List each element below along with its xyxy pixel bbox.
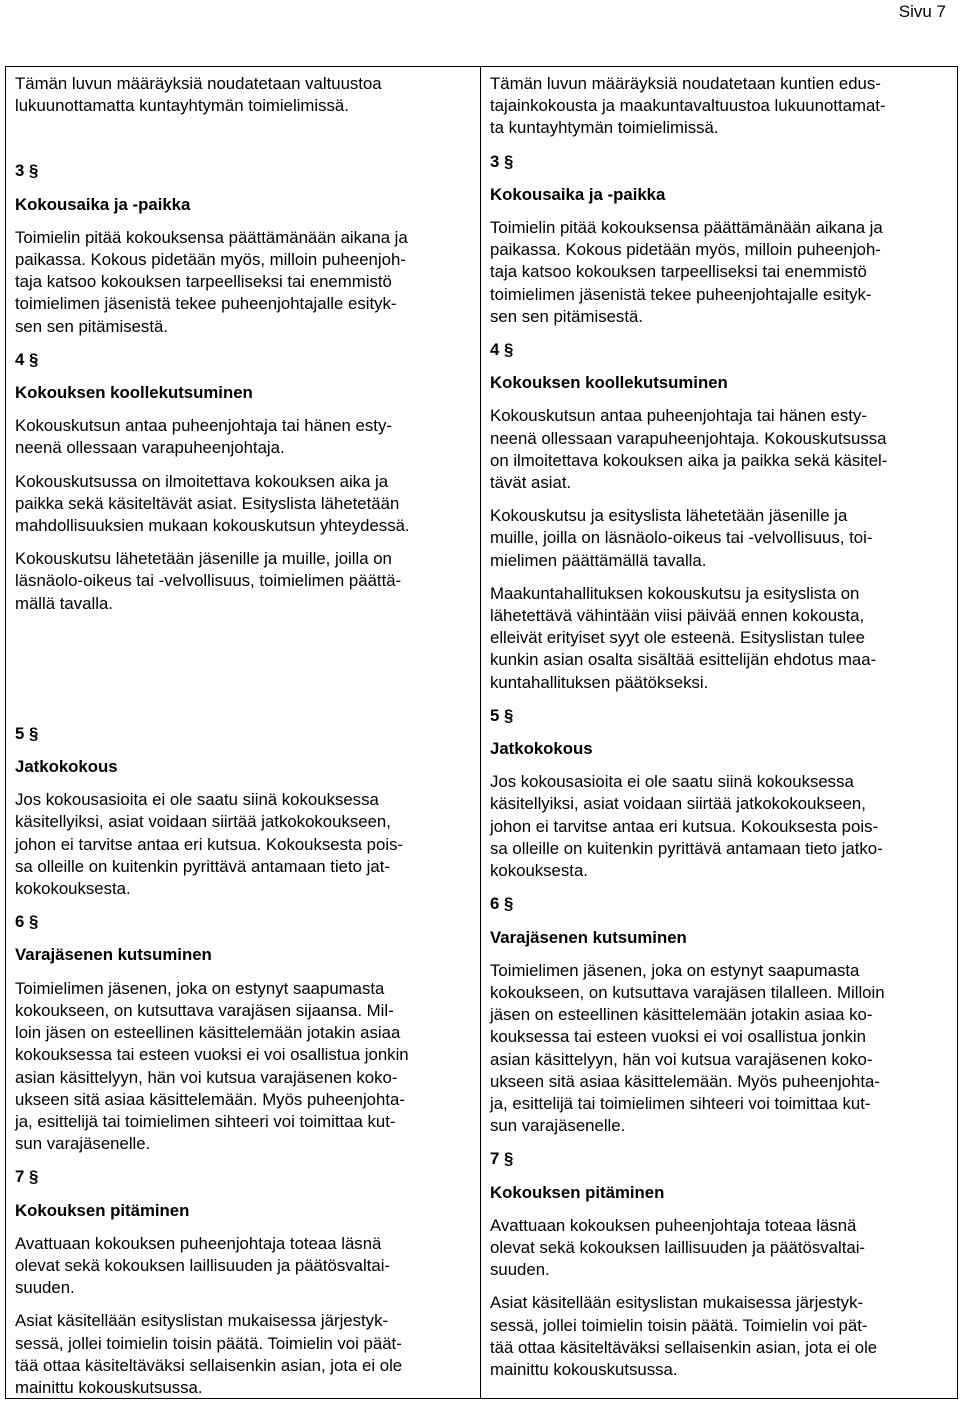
left-section-6 bbox=[15, 911, 480, 1155]
paragraph: Jos kokousasioita ei ole saatu siinä kokouksessa käsitellyiksi, asiat voidaan siirtää jatkokokoukseen, johon ei tarvitse antaa eri kutsua. Kokouksesta pois- sa olleille on kuitenkin pyrittävä antamaan tieto jat- kokokouksesta. bbox=[15, 790, 404, 899]
section-title: Varajäsenen kutsuminen bbox=[15, 945, 212, 965]
paragraph: Asiat käsitellään esityslistan mukaisessa järjestyk- sessä, jollei toimielin toisin päätä. Toimielin voi pät- tää ottaa käsiteltäväksi sellaisenkin asian, jota ei ole mainittu kokouskutsussa. bbox=[490, 1293, 878, 1379]
left-section-5 bbox=[15, 723, 480, 900]
section-number: 5 § bbox=[490, 705, 514, 725]
section-title: Jatkokokous bbox=[490, 739, 593, 759]
section-number: 6 § bbox=[490, 894, 514, 914]
paragraph: Jos kokousasioita ei ole saatu siinä kokouksessa käsitellyiksi, asiat voidaan siirtää jatkokokoukseen, johon ei tarvitse antaa eri kutsua. Kokouksesta pois- sa olleille on kuitenkin pyrittävä antamaan tieto jatko- kokouksesta. bbox=[490, 772, 883, 881]
section-number: 3 § bbox=[15, 161, 39, 181]
paragraph: Kokouskutsun antaa puheenjohtaja tai hänen esty- neenä ollessaan varapuheenjohtaja. Kokouskutsussa on ilmoitettava kokouksen aika ja paikka sekä käsitel- tävät asiat. bbox=[490, 406, 888, 493]
section-number: 4 § bbox=[15, 349, 39, 369]
paragraph: Kokouskutsu lähetetään jäsenille ja muille, joilla on läsnäolo-oikeus tai -velvollisuus, toimielimen päättä- mällä tavalla. bbox=[15, 549, 402, 613]
section-title: Kokousaika ja -paikka bbox=[490, 184, 666, 204]
comparison-table bbox=[5, 66, 958, 1399]
section-number: 3 § bbox=[490, 151, 514, 171]
paragraph: Kokouskutsussa on ilmoitettava kokouksen aika ja paikka sekä käsiteltävät asiat. Esityslista lähetetään mahdollisuuksien mukaan kokouskutsun yhteydessä. bbox=[15, 471, 410, 536]
right-section-5 bbox=[490, 705, 957, 882]
paragraph: Kokouskutsun antaa puheenjohtaja tai hänen esty- neenä ollessaan varapuheenjohtaja. bbox=[15, 416, 392, 458]
section-number: 5 § bbox=[15, 723, 39, 743]
paragraph: Toimielimen jäsenen, joka on estynyt saapumasta kokoukseen, on kutsuttava varajäsen sijaansa. Mil- loin jäsen on esteellinen käsittelemään jotakin asiaa kokouksessa tai esteen vuoksi ei voi osallistua jonkin asian käsittelyyn, hän voi kutsua varajäsenen koko- ukseen sitä asiaa käsittelemään. Myös puheenjohta- ja, esittelijä tai toimielimen sihteeri voi toimittaa kut- sun varajäsenelle. bbox=[15, 978, 409, 1154]
section-title: Kokouksen pitäminen bbox=[490, 1182, 665, 1202]
section-title: Jatkokokous bbox=[15, 757, 118, 777]
section-title: Kokouksen pitäminen bbox=[15, 1200, 190, 1220]
left-section-3 bbox=[15, 160, 480, 337]
left-column bbox=[6, 67, 481, 1398]
left-section-4 bbox=[15, 349, 480, 615]
paragraph: Maakuntahallituksen kokouskutsu ja esityslista on lähetettävä vähintään viisi päivää ennen kokousta, elleivät erityiset syyt ole esteenä. Esityslistan tulee kunkin asian osalta sisältää esittelijän ehdotus maa- kuntahallituksen päätökseksi. bbox=[490, 583, 877, 692]
section-title: Kokouksen koollekutsuminen bbox=[15, 383, 253, 403]
intro-paragraph: Tämän luvun määräyksiä noudatetaan kuntien edus- tajainkokousta ja maakuntavaltuustoa lukuunottamat- ta kuntayhtymän toimielimissä. bbox=[490, 74, 886, 138]
section-number: 7 § bbox=[490, 1149, 514, 1169]
paragraph: Toimielin pitää kokouksensa päättämänään aikana ja paikassa. Kokous pidetään myös, milloin puheenjoh- taja katsoo kokouksen tarpeelliseksi tai enemmistö toimielimen jäsenistä tekee puheenjohtajalle esityk- sen sen pitämisestä. bbox=[15, 227, 408, 336]
section-title: Varajäsenen kutsuminen bbox=[490, 927, 687, 947]
page-number: Sivu 7 bbox=[898, 2, 946, 21]
section-number: 6 § bbox=[15, 912, 39, 932]
paragraph: Toimielimen jäsenen, joka on estynyt saapumasta kokoukseen, on kutsuttava varajäsen tilalleen. Milloin jäsen on esteellinen käsittelemään jotakin asiaa ko- kouksessa tai esteen vuoksi ei voi osallistua jonkin asian käsittelyyn, hän voi kutsua varajäsenen koko- ukseen sitä asiaa käsittelemään. Myös puheenjohta- ja, esittelijä tai toimielimen sihteeri voi toimittaa kut- sun varajäsenelle. bbox=[490, 960, 885, 1136]
right-column bbox=[481, 67, 957, 1398]
right-section-6 bbox=[490, 893, 957, 1137]
section-title: Kokouksen koollekutsuminen bbox=[490, 373, 728, 393]
section-number: 4 § bbox=[490, 340, 514, 360]
paragraph: Avattuaan kokouksen puheenjohtaja toteaa läsnä olevat sekä kokouksen laillisuuden ja päätösvaltai- suuden. bbox=[15, 1233, 391, 1298]
paragraph: Avattuaan kokouksen puheenjohtaja toteaa läsnä olevat sekä kokouksen laillisuuden ja päätösvaltai- suuden. bbox=[490, 1215, 866, 1280]
paragraph: Kokouskutsu ja esityslista lähetetään jäsenille ja muille, joilla on läsnäolo-oikeus tai -velvollisuus, toi- mielimen päättämällä tavalla. bbox=[490, 506, 873, 570]
section-number: 7 § bbox=[15, 1167, 39, 1187]
section-title: Kokousaika ja -paikka bbox=[15, 194, 191, 214]
paragraph: Asiat käsitellään esityslistan mukaisessa järjestyk- sessä, jollei toimielin toisin päätä. Toimielin voi päät- tää ottaa käsiteltäväksi sellaisenkin asian, jota ei ole mainittu kokouskutsussa. bbox=[15, 1311, 403, 1397]
left-section-7 bbox=[15, 1166, 480, 1399]
intro-paragraph: Tämän luvun määräyksiä noudatetaan valtuustoa lukuunottamatta kuntayhtymän toimielimissä. bbox=[15, 74, 382, 116]
right-section-4 bbox=[490, 339, 957, 694]
right-section-7 bbox=[490, 1148, 957, 1381]
right-section-3 bbox=[490, 151, 957, 328]
paragraph: Toimielin pitää kokouksensa päättämänään aikana ja paikassa. Kokous pidetään myös, milloin puheenjoh- taja katsoo kokouksen tarpeelliseksi tai enemmistö toimielimen jäsenistä tekee puheenjohtajalle esityk- sen sen pitämisestä. bbox=[490, 218, 883, 326]
